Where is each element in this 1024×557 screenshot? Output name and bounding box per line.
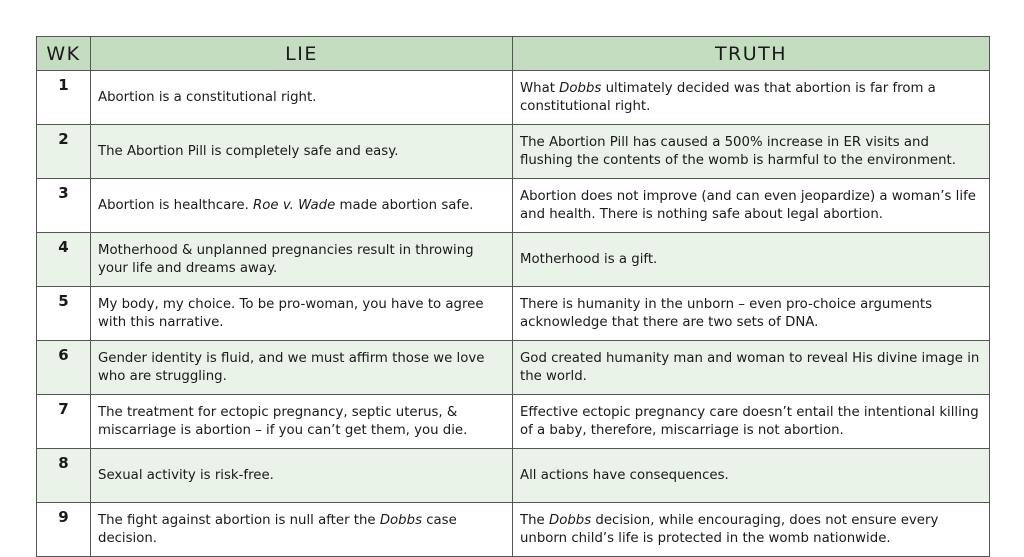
week-number: 3	[37, 179, 91, 233]
lie-text: Roe v. Wade	[253, 197, 336, 213]
lie-truth-table-container	[36, 36, 989, 557]
week-number: 1	[37, 71, 91, 125]
truth-text: Motherhood is a gift.	[520, 251, 658, 267]
truth-cell	[513, 71, 990, 125]
week-number: 4	[37, 233, 91, 287]
table-row	[37, 125, 990, 179]
lie-cell	[91, 449, 513, 503]
truth-text: The	[520, 512, 549, 528]
header-row	[37, 37, 990, 71]
truth-text: Dobbs	[548, 512, 592, 528]
truth-cell	[513, 179, 990, 233]
truth-text: decision, while encouraging, does not ensure every unborn child’s life is protected in the womb nationwide.	[520, 512, 939, 546]
table-row	[37, 233, 990, 287]
truth-cell	[513, 395, 990, 449]
lie-text: Abortion is healthcare.	[98, 197, 254, 213]
truth-text: All actions have consequences.	[520, 467, 729, 483]
week-number: 9	[37, 503, 91, 557]
lie-cell	[91, 233, 513, 287]
truth-cell	[513, 341, 990, 395]
lie-cell	[91, 341, 513, 395]
truth-text: Abortion does not improve (and can even jeopardize) a woman’s life and health. There is nothing safe about legal abortion.	[520, 188, 976, 222]
truth-cell	[513, 503, 990, 557]
truth-cell	[513, 233, 990, 287]
lie-text: Dobbs	[379, 512, 422, 528]
table-row	[37, 503, 990, 557]
truth-text: The Abortion Pill has caused a 500% increase in ER visits and flushing the contents of the womb is harmful to the environment.	[520, 134, 956, 168]
truth-text: What	[520, 80, 560, 96]
lie-text: The Abortion Pill is completely safe and easy.	[98, 143, 399, 159]
table-row	[37, 287, 990, 341]
lie-cell	[91, 71, 513, 125]
lie-text: Motherhood & unplanned pregnancies result in throwing your life and dreams away.	[98, 242, 474, 276]
table-row	[37, 395, 990, 449]
truth-text: ultimately decided was that abortion is far from a constitutional right.	[520, 80, 936, 114]
week-number: 2	[37, 125, 91, 179]
week-number: 6	[37, 341, 91, 395]
truth-cell	[513, 125, 990, 179]
lie-text: case decision.	[98, 512, 457, 546]
header-lie: LIE	[91, 37, 513, 71]
week-number: 5	[37, 287, 91, 341]
lie-text: Sexual activity is risk-free.	[98, 467, 274, 483]
header-truth: TRUTH	[513, 37, 990, 71]
header-wk: WK	[37, 37, 91, 71]
lie-cell	[91, 503, 513, 557]
lie-text: The fight against abortion is null after the	[98, 512, 380, 528]
table-body	[37, 71, 990, 557]
lie-cell	[91, 287, 513, 341]
table-row	[37, 179, 990, 233]
week-number: 7	[37, 395, 91, 449]
lie-text: Gender identity is fluid, and we must affirm those we love who are struggling.	[98, 350, 485, 384]
lie-cell	[91, 125, 513, 179]
lie-text: The treatment for ectopic pregnancy, septic uterus, & miscarriage is abortion – if you can’t get them, you die.	[98, 404, 468, 438]
lie-truth-table	[36, 36, 990, 557]
table-row	[37, 71, 990, 125]
truth-text: God created humanity man and woman to reveal His divine image in the world.	[520, 350, 980, 384]
lie-text: My body, my choice. To be pro-woman, you have to agree with this narrative.	[98, 296, 484, 330]
truth-cell	[513, 449, 990, 503]
truth-text: Dobbs	[559, 80, 602, 96]
table-row	[37, 449, 990, 503]
lie-cell	[91, 395, 513, 449]
truth-cell	[513, 287, 990, 341]
lie-cell	[91, 179, 513, 233]
week-number: 8	[37, 449, 91, 503]
table-row	[37, 341, 990, 395]
truth-text: Effective ectopic pregnancy care doesn’t entail the intentional killing of a baby, therefore, miscarriage is not abortion.	[520, 404, 979, 438]
truth-text: There is humanity in the unborn – even pro-choice arguments acknowledge that there are two sets of DNA.	[520, 296, 933, 330]
lie-text: made abortion safe.	[335, 197, 474, 213]
lie-text: Abortion is a constitutional right.	[98, 89, 317, 105]
